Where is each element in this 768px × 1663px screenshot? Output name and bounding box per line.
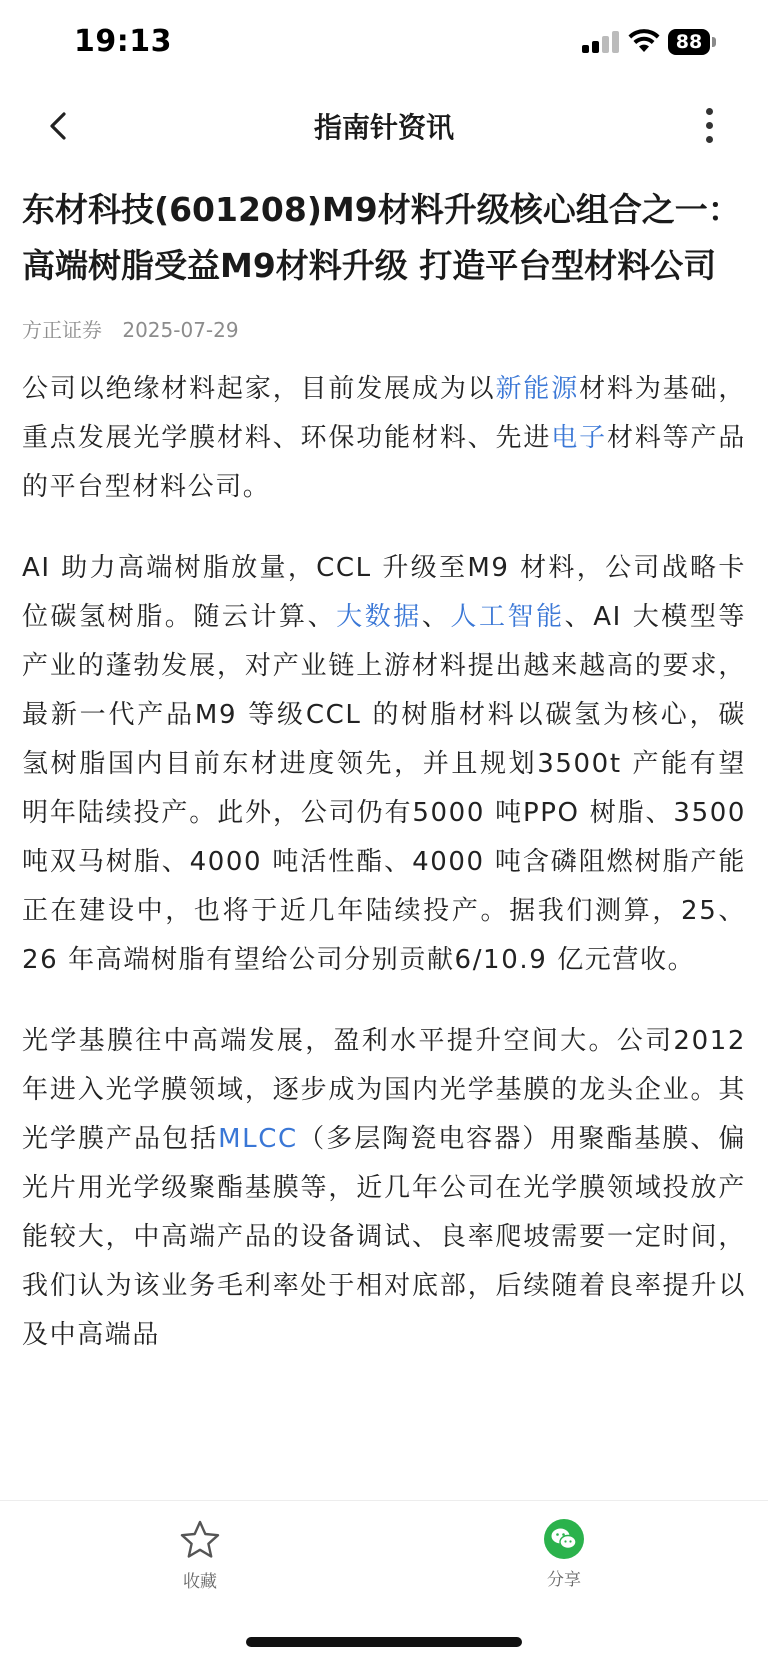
share-button[interactable] <box>524 1519 604 1599</box>
article-paragraph <box>22 544 746 985</box>
paragraph-text: 、AI 大模型等产业的蓬勃发展，对产业链上游材料提出越来越高的要求，最新一代产品M9 等级CCL 的树脂材料以碳氢为核心，碳氢树脂国内目前东材进度领先，并且规划3500t 产能有望明年陆续投产。此外，公司仍有5000 吨PPO 树脂、3500 吨双马树脂、4000 吨活性酯、4000 吨含磷阻燃树脂产能正在建设中，也将于近几年陆续投产。据我们测算，25、26 年高端树脂有望给公司分别贡献6/10.9 亿元营收。 <box>22 602 746 975</box>
status-time: 19:13 <box>74 24 172 59</box>
paragraph-text: AI 助力高端树脂放量，CCL 升级至M9 材料，公司战略卡位碳氢树脂。随云计算、 <box>22 553 746 632</box>
keyword-link[interactable]: 人工智能 <box>450 602 565 632</box>
cellular-signal-icon <box>582 31 620 53</box>
keyword-link[interactable]: MLCC <box>218 1124 298 1154</box>
article-meta <box>22 314 746 343</box>
share-label: 分享 <box>547 1570 581 1590</box>
keyword-link[interactable]: 新能源 <box>495 374 580 404</box>
article-content <box>22 182 746 1360</box>
nav-bar <box>0 84 768 168</box>
article-paragraph <box>22 365 746 512</box>
star-outline-icon <box>179 1519 221 1561</box>
wechat-icon <box>544 1519 584 1559</box>
favorite-button[interactable] <box>160 1519 240 1599</box>
keyword-link[interactable]: 电子 <box>551 423 607 453</box>
battery-level: 88 <box>668 29 710 55</box>
wifi-icon <box>628 28 660 54</box>
article-source: 方正证券 <box>22 318 102 342</box>
keyword-link[interactable]: 大数据 <box>336 602 422 632</box>
article-title: 东材科技(601208)M9材料升级核心组合之一：高端树脂受益M9材料升级 打造平台型材料公司 <box>22 190 741 285</box>
status-bar <box>0 0 768 84</box>
paragraph-text: 、 <box>421 602 451 632</box>
page-title: 指南针资讯 <box>313 111 454 144</box>
paragraph-text: 公司以绝缘材料起家，目前发展成为以 <box>22 374 496 404</box>
article-body <box>22 365 746 1360</box>
battery-icon <box>668 29 716 55</box>
paragraph-text: 光学基膜往中高端发展，盈利水平提升空间大。公司2012 年进入光学膜领域，逐步成为国内光学基膜的龙头企业。其光学膜产品包括 <box>22 1026 746 1154</box>
article-date: 2025-07-29 <box>122 318 239 342</box>
article-paragraph <box>22 1017 746 1360</box>
favorite-label: 收藏 <box>183 1572 217 1592</box>
bottom-action-bar <box>0 1500 768 1663</box>
paragraph-text: 材料为基础，重点发展光学膜材料、环保功能材料、先进 <box>22 374 747 453</box>
more-vertical-icon[interactable] <box>696 104 724 148</box>
paragraph-text: 材料等产品的平台型材料公司。 <box>22 423 746 502</box>
home-indicator <box>246 1637 522 1647</box>
paragraph-text: （多层陶瓷电容器）用聚酯基膜、偏光片用光学级聚酯基膜等，近几年公司在光学膜领域投放产能较大，中高端产品的设备调试、良率爬坡需要一定时间，我们认为该业务毛利率处于相对底部，后续随着良率提升以及中高端品 <box>22 1124 746 1350</box>
